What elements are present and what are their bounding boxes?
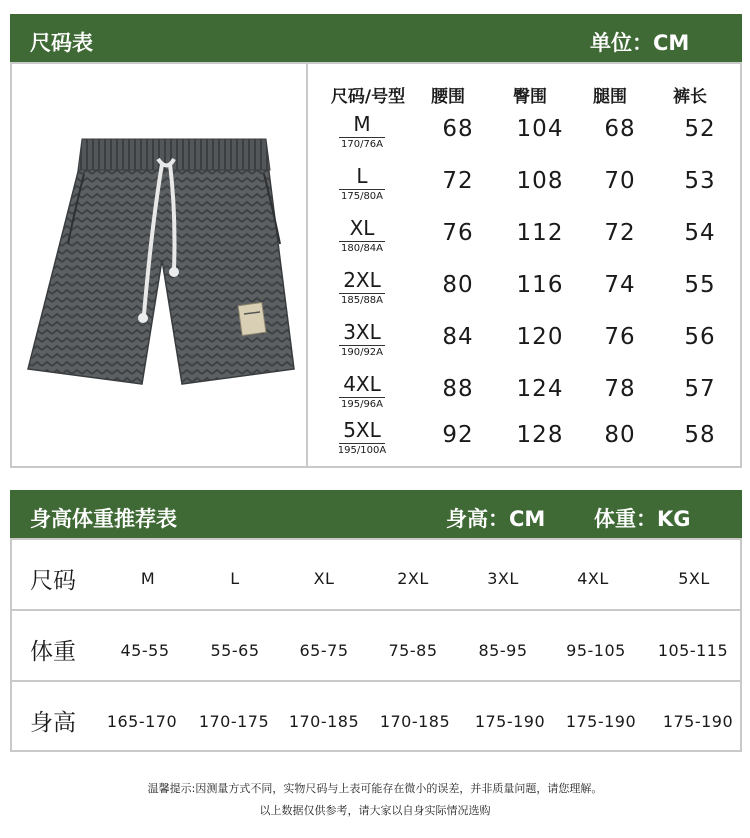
row-divider xyxy=(12,609,740,611)
height-row-label: 身高 xyxy=(30,710,76,736)
table-row xyxy=(322,370,742,422)
reference-note: 以上数据仅供参考，请大家以自身实际情况选购 xyxy=(259,804,491,817)
hip-value: 108 xyxy=(516,168,564,194)
table-row xyxy=(322,162,742,214)
header-length: 裤长 xyxy=(673,87,707,107)
header-waist: 腰围 xyxy=(431,87,465,107)
recommend-table xyxy=(10,538,742,752)
size-label: L xyxy=(356,164,368,188)
hip-value: 112 xyxy=(516,220,564,246)
length-value: 53 xyxy=(684,168,716,194)
thigh-value: 74 xyxy=(604,272,636,298)
size-label: 2XL xyxy=(343,268,381,292)
table-row xyxy=(322,110,742,162)
waist-value: 72 xyxy=(442,168,474,194)
size-code: 195/96A xyxy=(340,399,384,410)
length-value: 54 xyxy=(684,220,716,246)
weight-cell: 75-85 xyxy=(388,641,438,660)
size-chart-header xyxy=(10,14,742,64)
size-code: 180/84A xyxy=(340,243,384,254)
recommend-header xyxy=(10,490,742,540)
waist-value: 92 xyxy=(442,422,474,448)
size-cell: L xyxy=(230,569,240,588)
length-value: 52 xyxy=(684,116,716,142)
product-image-cell xyxy=(12,64,308,466)
table-row xyxy=(322,266,742,318)
recommend-title: 身高体重推荐表 xyxy=(30,507,177,531)
size-cell: 4XL xyxy=(577,569,609,588)
thigh-value: 78 xyxy=(604,376,636,402)
size-code: 170/76A xyxy=(340,139,384,150)
weight-cell: 45-55 xyxy=(120,641,170,660)
size-cell: 3XL xyxy=(487,569,519,588)
size-cell: 5XL xyxy=(678,569,710,588)
weight-cell: 55-65 xyxy=(210,641,260,660)
hip-value: 128 xyxy=(516,422,564,448)
height-cell: 175-190 xyxy=(474,712,546,731)
shorts-product-image xyxy=(12,64,308,466)
weight-cell: 65-75 xyxy=(299,641,349,660)
size-cell: XL xyxy=(313,569,335,588)
length-value: 56 xyxy=(684,324,716,350)
header-hip: 臀围 xyxy=(513,87,547,107)
waist-value: 80 xyxy=(442,272,474,298)
waist-value: 88 xyxy=(442,376,474,402)
size-label: 3XL xyxy=(343,320,381,344)
size-code: 190/92A xyxy=(340,347,384,358)
reminder-note: 温馨提示:因测量方式不同，实物尺码与上表可能存在微小的误差，并非质量问题，请您理解。 xyxy=(147,782,603,795)
size-code: 175/80A xyxy=(340,191,384,202)
waist-value: 76 xyxy=(442,220,474,246)
size-label: 5XL xyxy=(343,418,381,442)
height-cell: 175-190 xyxy=(662,712,734,731)
height-unit: 身高：CM xyxy=(446,507,546,531)
thigh-value: 68 xyxy=(604,116,636,142)
size-cell: M xyxy=(140,569,156,588)
height-cell: 170-185 xyxy=(288,712,360,731)
header-thigh: 腿围 xyxy=(593,87,627,107)
row-divider xyxy=(12,680,740,682)
size-code: 185/88A xyxy=(340,295,384,306)
header-size: 尺码/号型 xyxy=(330,87,406,107)
hip-value: 120 xyxy=(516,324,564,350)
hip-value: 104 xyxy=(516,116,564,142)
waist-value: 68 xyxy=(442,116,474,142)
size-label: XL xyxy=(349,216,375,240)
size-divider xyxy=(339,443,385,444)
height-cell: 175-190 xyxy=(565,712,637,731)
hip-value: 124 xyxy=(516,376,564,402)
weight-unit: 体重：KG xyxy=(594,507,691,531)
size-cell: 2XL xyxy=(397,569,429,588)
size-divider xyxy=(339,397,385,398)
weight-cell: 105-115 xyxy=(657,641,729,660)
size-label: 4XL xyxy=(343,372,381,396)
weight-cell: 95-105 xyxy=(566,641,626,660)
weight-row-label: 体重 xyxy=(30,639,76,665)
size-label: M xyxy=(353,112,371,136)
length-value: 58 xyxy=(684,422,716,448)
size-chart-table xyxy=(10,62,742,468)
size-divider xyxy=(339,293,385,294)
waist-value: 84 xyxy=(442,324,474,350)
size-divider xyxy=(339,345,385,346)
hip-value: 116 xyxy=(516,272,564,298)
table-row xyxy=(322,318,742,370)
table-row xyxy=(322,214,742,266)
thigh-value: 70 xyxy=(604,168,636,194)
size-row-label: 尺码 xyxy=(30,568,76,594)
size-divider xyxy=(339,137,385,138)
weight-cell: 85-95 xyxy=(478,641,528,660)
height-cell: 170-175 xyxy=(198,712,270,731)
thigh-value: 80 xyxy=(604,422,636,448)
height-cell: 165-170 xyxy=(106,712,178,731)
length-value: 57 xyxy=(684,376,716,402)
thigh-value: 76 xyxy=(604,324,636,350)
height-cell: 170-185 xyxy=(379,712,451,731)
size-divider xyxy=(339,189,385,190)
size-code: 195/100A xyxy=(337,445,387,456)
size-divider xyxy=(339,241,385,242)
size-chart-title: 尺码表 xyxy=(30,31,93,55)
table-row xyxy=(322,416,742,468)
thigh-value: 72 xyxy=(604,220,636,246)
size-chart-unit: 单位：CM xyxy=(590,31,690,55)
length-value: 55 xyxy=(684,272,716,298)
